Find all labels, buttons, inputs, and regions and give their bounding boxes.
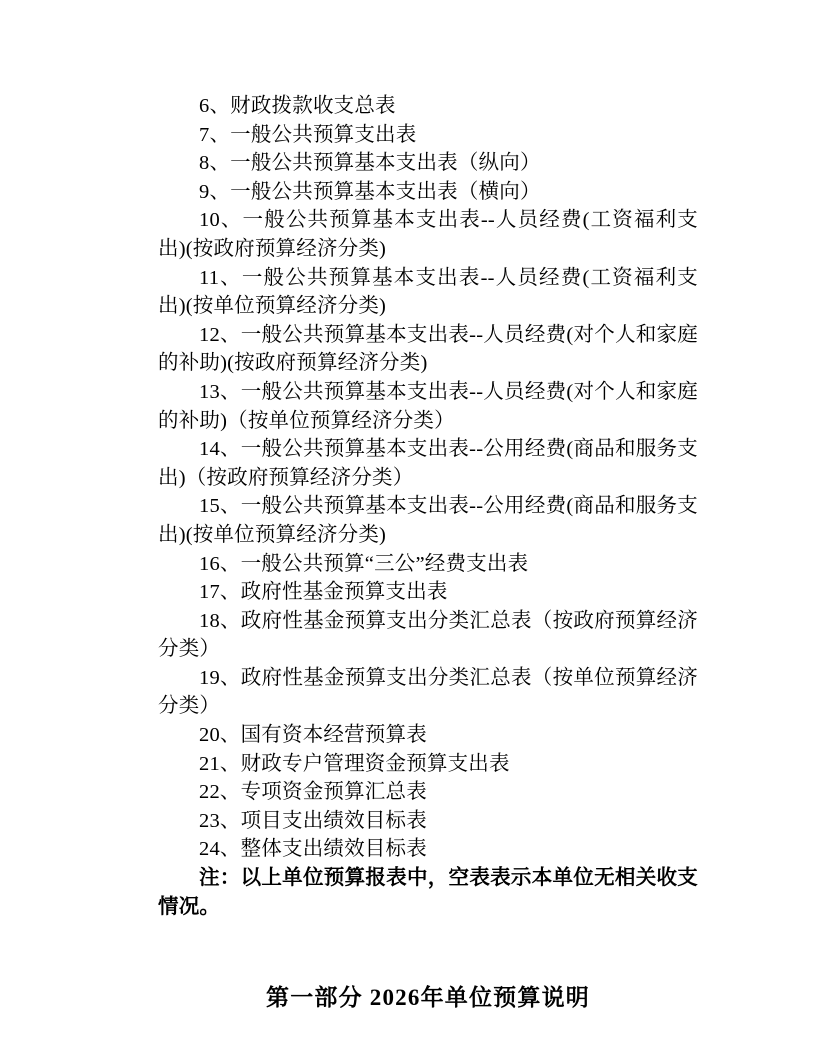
list-item: 22、专项资金预算汇总表 [199, 781, 427, 804]
list-item: 10、一般公共预算基本支出表--人员经费(工资福利支出)(按政府预算经济分类) [158, 209, 698, 260]
list-item: 21、财政专户管理资金预算支出表 [199, 752, 510, 775]
list-item: 17、政府性基金预算支出表 [199, 581, 448, 604]
list-item: 18、政府性基金预算支出分类汇总表（按政府预算经济分类） [158, 609, 698, 661]
list-item: 24、整体支出绩效目标表 [199, 838, 427, 861]
list-item: 12、一般公共预算基本支出表--人员经费(对个人和家庭的补助)(按政府预算经济分类) [158, 323, 698, 375]
budget-table-list [158, 92, 698, 864]
list-item: 13、一般公共预算基本支出表--人员经费(对个人和家庭的补助)（按单位预算经济分类） [158, 380, 698, 432]
list-item: 16、一般公共预算“三公”经费支出表 [199, 552, 529, 575]
list-item: 6、财政拨款收支总表 [199, 95, 396, 117]
list-item: 7、一般公共预算支出表 [199, 123, 417, 146]
list-item: 11、一般公共预算基本支出表--人员经费(工资福利支出)(按单位预算经济分类) [158, 266, 698, 318]
note-text: 注：以上单位预算报表中，空表表示本单位无相关收支情况。 [158, 867, 698, 918]
list-item: 23、项目支出绩效目标表 [199, 809, 427, 832]
list-item: 20、国有资本经营预算表 [199, 724, 427, 747]
list-item: 8、一般公共预算基本支出表（纵向） [199, 152, 541, 175]
list-item: 9、一般公共预算基本支出表（横向） [199, 180, 541, 203]
list-item: 19、政府性基金预算支出分类汇总表（按单位预算经济分类） [158, 666, 698, 718]
list-item: 15、一般公共预算基本支出表--公用经费(商品和服务支出)(按单位预算经济分类) [158, 495, 698, 546]
list-item: 14、一般公共预算基本支出表--公用经费(商品和服务支出)（按政府预算经济分类） [158, 438, 698, 489]
section-title: 第一部分 2026年单位预算说明 [266, 985, 590, 1011]
